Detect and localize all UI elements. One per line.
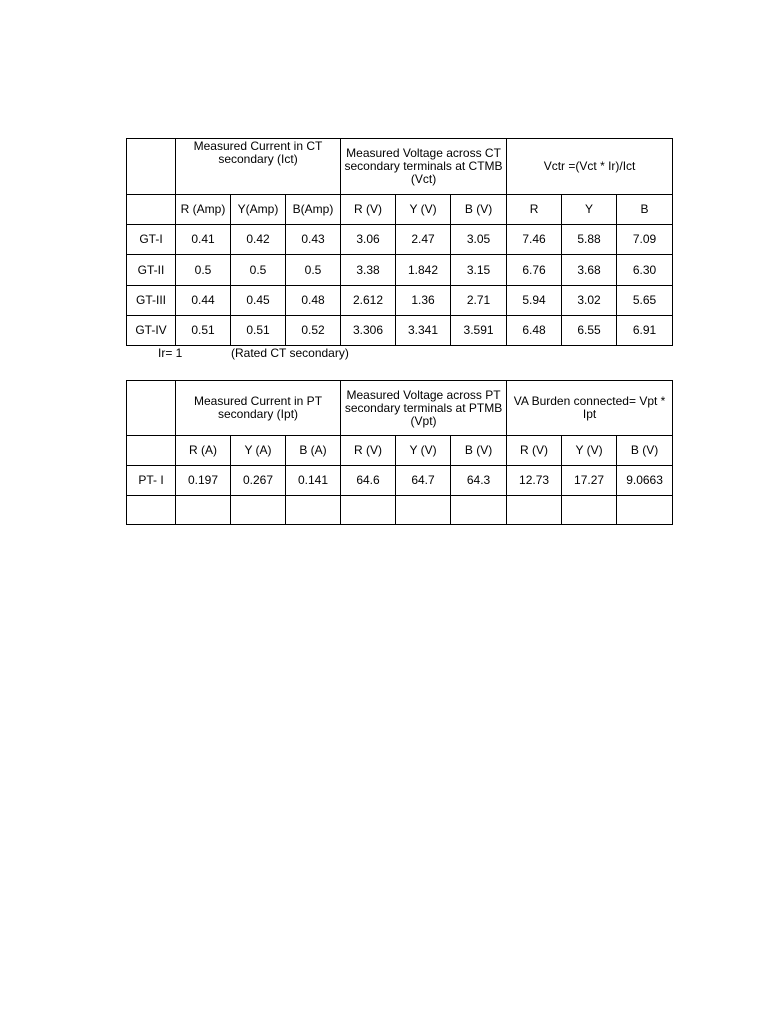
cell: 17.27 bbox=[562, 466, 617, 496]
cell: 5.88 bbox=[562, 225, 617, 255]
sub-header: Y bbox=[562, 195, 617, 225]
pt-current-header: Measured Current in PT secondary (Ipt) bbox=[176, 381, 341, 436]
cell: 3.06 bbox=[341, 225, 396, 255]
cell: 0.51 bbox=[231, 316, 286, 346]
sub-header: Y (V) bbox=[562, 436, 617, 466]
sub-header: R (V) bbox=[507, 436, 562, 466]
row-label: GT-IV bbox=[127, 316, 176, 346]
empty-cell bbox=[396, 496, 451, 525]
cell: 1.36 bbox=[396, 286, 451, 316]
table-row bbox=[127, 255, 673, 286]
row-label: GT-II bbox=[127, 255, 176, 286]
empty-cell bbox=[286, 496, 341, 525]
cell: 1.842 bbox=[396, 255, 451, 286]
cell: 0.48 bbox=[286, 286, 341, 316]
cell: 0.5 bbox=[176, 255, 231, 286]
sub-header: R (V) bbox=[341, 195, 396, 225]
ct-sub-header-row bbox=[127, 195, 673, 225]
sub-header: R (Amp) bbox=[176, 195, 231, 225]
cell: 6.76 bbox=[507, 255, 562, 286]
empty-cell bbox=[507, 496, 562, 525]
vctr-header: Vctr =(Vct * Ir)/Ict bbox=[507, 139, 673, 195]
sub-header: Y (V) bbox=[396, 195, 451, 225]
cell: 0.5 bbox=[286, 255, 341, 286]
table-row bbox=[127, 466, 673, 496]
sub-header: B (V) bbox=[617, 436, 673, 466]
cell: 7.46 bbox=[507, 225, 562, 255]
ir-note-description: (Rated CT secondary) bbox=[231, 346, 349, 360]
empty-cell bbox=[231, 496, 286, 525]
cell: 3.306 bbox=[341, 316, 396, 346]
table-row bbox=[127, 225, 673, 255]
pt-group-header-row bbox=[127, 381, 673, 436]
empty-cell bbox=[451, 496, 507, 525]
sub-header: R (V) bbox=[341, 436, 396, 466]
cell: 2.47 bbox=[396, 225, 451, 255]
pt-sub-header-row bbox=[127, 436, 673, 466]
sub-header: R (A) bbox=[176, 436, 231, 466]
cell: 0.52 bbox=[286, 316, 341, 346]
cell: 64.3 bbox=[451, 466, 507, 496]
cell: 0.267 bbox=[231, 466, 286, 496]
cell: 6.91 bbox=[617, 316, 673, 346]
cell: 3.15 bbox=[451, 255, 507, 286]
cell: 5.94 bbox=[507, 286, 562, 316]
cell: 6.48 bbox=[507, 316, 562, 346]
corner-cell bbox=[127, 195, 176, 225]
cell: 5.65 bbox=[617, 286, 673, 316]
empty-cell bbox=[127, 496, 176, 525]
ct-current-header: Measured Current in CT secondary (Ict) bbox=[176, 139, 341, 195]
sub-header: B bbox=[617, 195, 673, 225]
cell: 0.141 bbox=[286, 466, 341, 496]
table-row-empty bbox=[127, 496, 673, 525]
cell: 0.197 bbox=[176, 466, 231, 496]
cell: 3.02 bbox=[562, 286, 617, 316]
cell: 0.44 bbox=[176, 286, 231, 316]
ir-note-label: Ir= 1 bbox=[158, 346, 183, 360]
cell: 3.38 bbox=[341, 255, 396, 286]
cell: 0.41 bbox=[176, 225, 231, 255]
pt-voltage-header: Measured Voltage across PT secondary terminals at PTMB (Vpt) bbox=[341, 381, 507, 436]
cell: 0.5 bbox=[231, 255, 286, 286]
table-row bbox=[127, 316, 673, 346]
sub-header: B (A) bbox=[286, 436, 341, 466]
sub-header: Y (A) bbox=[231, 436, 286, 466]
empty-cell bbox=[617, 496, 673, 525]
cell: 6.55 bbox=[562, 316, 617, 346]
cell: 3.591 bbox=[451, 316, 507, 346]
sub-header: Y(Amp) bbox=[231, 195, 286, 225]
sub-header: Y (V) bbox=[396, 436, 451, 466]
row-label: GT-I bbox=[127, 225, 176, 255]
cell: 0.45 bbox=[231, 286, 286, 316]
empty-cell bbox=[341, 496, 396, 525]
cell: 3.341 bbox=[396, 316, 451, 346]
cell: 64.7 bbox=[396, 466, 451, 496]
cell: 0.42 bbox=[231, 225, 286, 255]
ct-measurement-table bbox=[126, 138, 673, 346]
cell: 2.612 bbox=[341, 286, 396, 316]
sub-header: B (V) bbox=[451, 195, 507, 225]
cell: 0.51 bbox=[176, 316, 231, 346]
cell: 6.30 bbox=[617, 255, 673, 286]
sub-header: B (V) bbox=[451, 436, 507, 466]
sub-header: B(Amp) bbox=[286, 195, 341, 225]
cell: 0.43 bbox=[286, 225, 341, 255]
pt-measurement-table bbox=[126, 380, 673, 525]
cell: 12.73 bbox=[507, 466, 562, 496]
empty-cell bbox=[176, 496, 231, 525]
corner-cell bbox=[127, 381, 176, 436]
sub-header: R bbox=[507, 195, 562, 225]
row-label: PT- I bbox=[127, 466, 176, 496]
empty-cell bbox=[562, 496, 617, 525]
ct-group-header-row bbox=[127, 139, 673, 195]
cell: 64.6 bbox=[341, 466, 396, 496]
va-burden-header: VA Burden connected= Vpt * Ipt bbox=[507, 381, 673, 436]
row-label: GT-III bbox=[127, 286, 176, 316]
cell: 3.05 bbox=[451, 225, 507, 255]
cell: 9.0663 bbox=[617, 466, 673, 496]
cell: 3.68 bbox=[562, 255, 617, 286]
table-row bbox=[127, 286, 673, 316]
cell: 2.71 bbox=[451, 286, 507, 316]
corner-cell bbox=[127, 139, 176, 195]
corner-cell bbox=[127, 436, 176, 466]
ct-voltage-header: Measured Voltage across CT secondary terminals at CTMB (Vct) bbox=[341, 139, 507, 195]
cell: 7.09 bbox=[617, 225, 673, 255]
